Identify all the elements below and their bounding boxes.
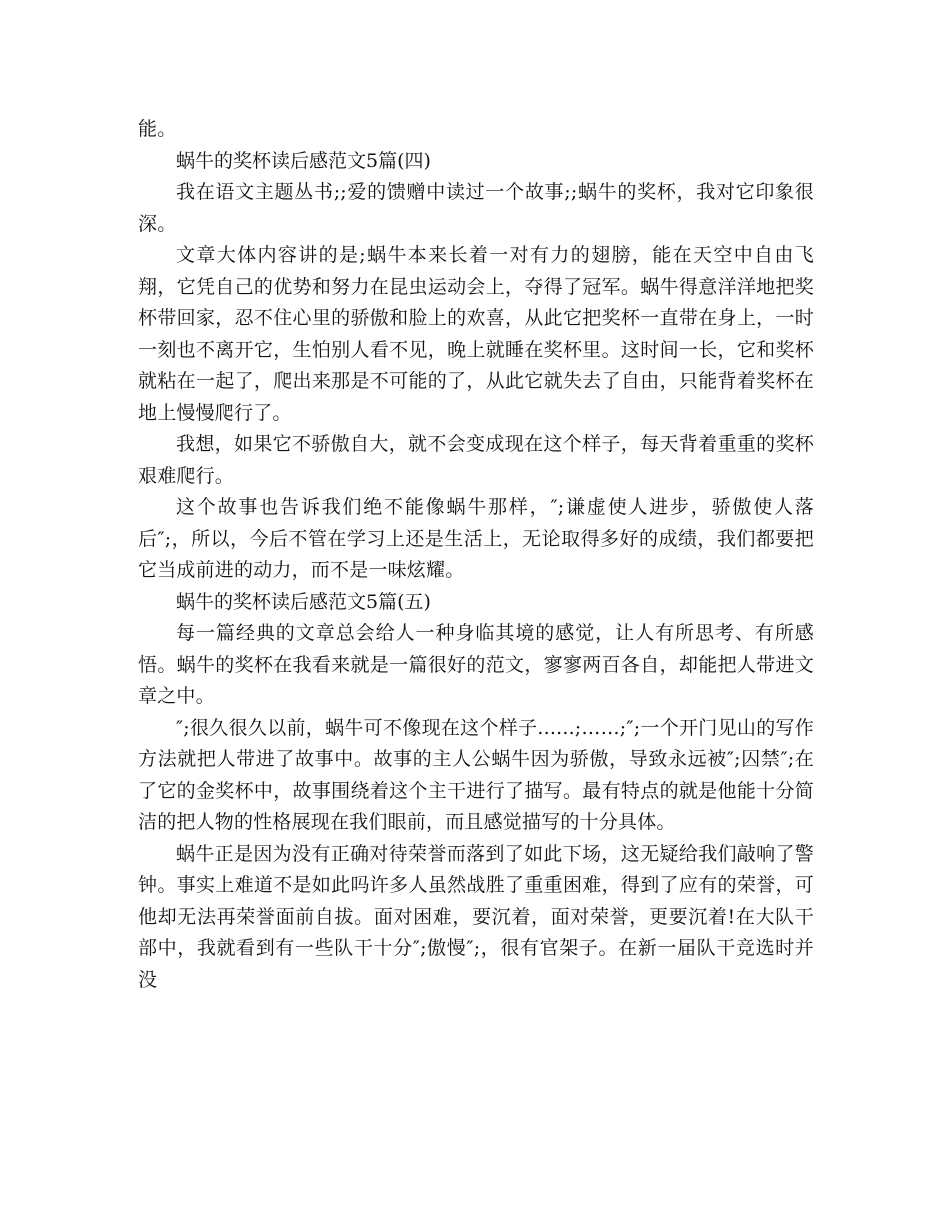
section-heading-4: 蜗牛的奖杯读后感范文5篇(四) — [176, 149, 431, 172]
paragraph: 文章大体内容讲的是;蜗牛本来长着一对有力的翅膀，能在天空中自由飞翔，它凭自己的优势和努力在昆虫运动会上，夺得了冠军。蜗牛得意洋洋地把奖杯带回家，忍不住心里的骄傲和脸上的欢喜，从此它把奖杯一直带在身上，一时一刻也不离开它，生怕别人看不见，晚上就睡在奖杯里。这时间一长，它和奖杯就粘在一起了，爬出来那是不可能的了，从此它就失去了自由，只能背着奖杯在地上慢慢爬行了。 — [138, 244, 814, 424]
paragraph: 这个故事也告诉我们绝不能像蜗牛那样，″;谦虚使人进步，骄傲使人落后″;，所以，今后不管在学习上还是生活上，无论取得多好的成绩，我们都要把它当成前进的动力，而不是一味炫耀。 — [138, 496, 814, 581]
paragraph: 我想，如果它不骄傲自大，就不会变成现在这个样子，每天背着重重的奖杯艰难爬行。 — [138, 433, 814, 487]
paragraph: ″;很久很久以前，蜗牛可不像现在这个样子......;……;″;一个开门见山的写作方法就把人带进了故事中。故事的主人公蜗牛因为骄傲，导致永远被″;囚禁″;在了它的金奖杯中，故事围绕着这个主干进行了描写。最有特点的就是他能十分简洁的把人物的性格展现在我们眼前，而且感觉描写的十分具体。 — [138, 716, 814, 833]
document-body — [138, 114, 814, 996]
paragraph: 蜗牛正是因为没有正确对待荣誉而落到了如此下场，这无疑给我们敲响了警钟。事实上难道不是如此吗许多人虽然战胜了重重困难，得到了应有的荣誉，可他却无法再荣誉面前自拔。面对困难，要沉着，面对荣誉，更要沉着!在大队干部中，我就看到有一些队干十分″;傲慢″;，很有官架子。在新一届队干竞选时并没 — [138, 842, 814, 991]
paragraph: 我在语文主题丛书;;爱的馈赠中读过一个故事;;蜗牛的奖杯，我对它印象很深。 — [138, 181, 814, 235]
section-heading-5: 蜗牛的奖杯读后感范文5篇(五) — [176, 590, 431, 613]
paragraph-continuation: 能。 — [138, 118, 177, 140]
paragraph: 每一篇经典的文章总会给人一种身临其境的感觉，让人有所思考、有所感悟。蜗牛的奖杯在我看来就是一篇很好的范文，寥寥两百各自，却能把人带进文章之中。 — [138, 622, 814, 707]
